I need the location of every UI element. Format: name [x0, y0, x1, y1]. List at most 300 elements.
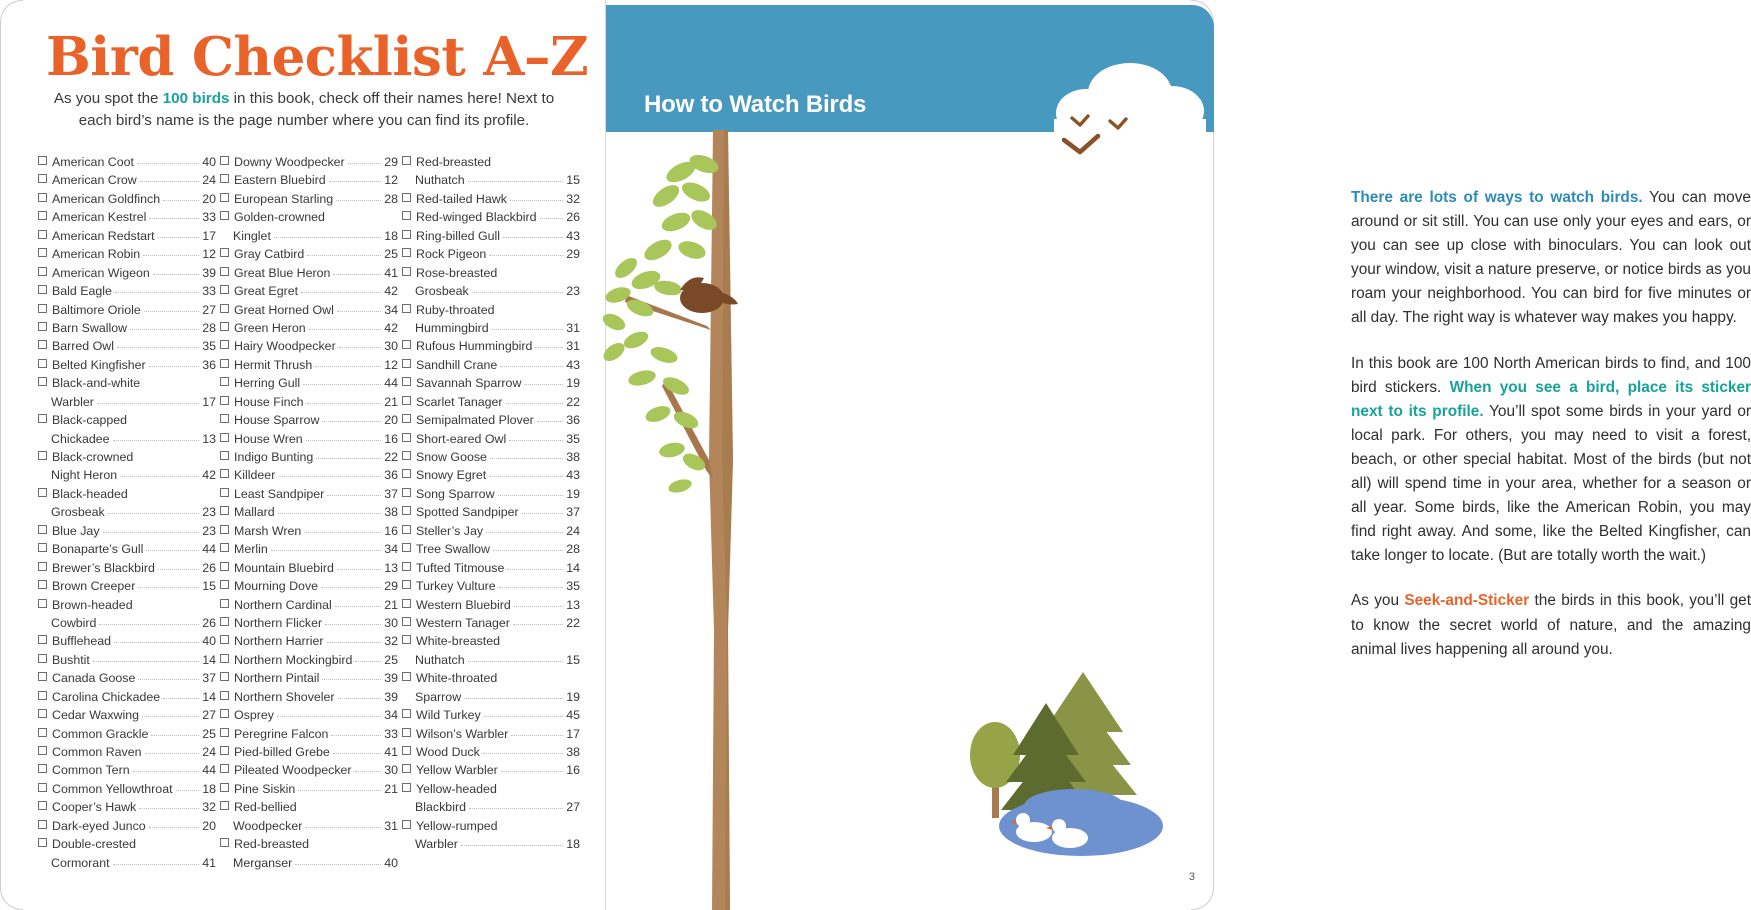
checklist-item[interactable]: [38, 745, 216, 763]
checklist-item-continuation[interactable]: [402, 690, 580, 708]
checklist-item[interactable]: [38, 690, 216, 708]
checklist-item[interactable]: [402, 708, 580, 726]
checkbox-icon[interactable]: [220, 267, 229, 276]
bird-name-continuation: Grosbeak: [415, 284, 469, 299]
bird-name: Yellow Warbler: [416, 763, 498, 778]
page-reference: 37: [384, 486, 398, 501]
checkbox-icon[interactable]: [38, 838, 47, 847]
checkbox-icon[interactable]: [220, 562, 229, 571]
checklist-item-continuation[interactable]: [38, 432, 216, 450]
page-reference: 12: [202, 247, 216, 262]
checklist-item[interactable]: [38, 727, 216, 745]
checklist-item[interactable]: [220, 745, 398, 763]
page-reference: 13: [202, 431, 216, 446]
bird-name: Mountain Bluebird: [234, 560, 334, 575]
bird-name: Western Tanager: [416, 615, 510, 630]
checklist-item[interactable]: [220, 782, 398, 800]
checklist-item-continuation[interactable]: [38, 468, 216, 486]
checklist-item[interactable]: [220, 690, 398, 708]
page-reference: 12: [384, 173, 398, 188]
checkbox-icon[interactable]: [38, 746, 47, 755]
checklist-item[interactable]: [38, 339, 216, 357]
checklist-item[interactable]: [38, 763, 216, 781]
checklist-item[interactable]: [220, 192, 398, 210]
checkbox-icon[interactable]: [220, 728, 229, 737]
checklist-item[interactable]: [38, 524, 216, 542]
checklist-column: [220, 155, 398, 874]
checkbox-icon[interactable]: [402, 156, 411, 165]
checkbox-icon[interactable]: [402, 267, 411, 276]
checklist-item-continuation[interactable]: [220, 229, 398, 247]
checkbox-icon[interactable]: [402, 820, 411, 829]
checkbox-icon[interactable]: [402, 193, 411, 202]
page-reference: 12: [384, 357, 398, 372]
checklist-item[interactable]: [402, 505, 580, 523]
checkbox-icon[interactable]: [38, 728, 47, 737]
bird-name: Dark-eyed Junco: [52, 818, 146, 833]
checkbox-icon[interactable]: [402, 304, 411, 313]
checklist-item[interactable]: [38, 450, 216, 468]
checklist-item-continuation[interactable]: [220, 856, 398, 874]
checklist-item[interactable]: [402, 413, 580, 431]
checkbox-icon[interactable]: [220, 801, 229, 810]
checkbox-icon[interactable]: [220, 414, 229, 423]
page-reference: 17: [566, 726, 580, 741]
checklist-item[interactable]: [402, 450, 580, 468]
checklist-item[interactable]: [38, 561, 216, 579]
checklist-item[interactable]: [220, 708, 398, 726]
checklist-item-continuation[interactable]: [402, 321, 580, 339]
checkbox-icon[interactable]: [402, 580, 411, 589]
checkbox-icon[interactable]: [220, 654, 229, 663]
checkbox-icon[interactable]: [38, 820, 47, 829]
checklist-item[interactable]: [402, 524, 580, 542]
bird-name: Rufous Hummingbird: [416, 339, 533, 354]
checklist-item[interactable]: [220, 634, 398, 652]
checklist-item[interactable]: [220, 358, 398, 376]
checklist-item[interactable]: [402, 395, 580, 413]
checkbox-icon[interactable]: [38, 285, 47, 294]
bird-name: Wilson’s Warbler: [416, 726, 509, 741]
checkbox-icon[interactable]: [220, 248, 229, 257]
checklist-item[interactable]: [38, 598, 216, 616]
checklist-item[interactable]: [38, 800, 216, 818]
checklist-item[interactable]: [38, 782, 216, 800]
checklist-item[interactable]: [220, 450, 398, 468]
checkbox-icon[interactable]: [38, 764, 47, 773]
checkbox-icon[interactable]: [38, 193, 47, 202]
checklist-item[interactable]: [220, 598, 398, 616]
checkbox-icon[interactable]: [220, 433, 229, 442]
checkbox-icon[interactable]: [38, 801, 47, 810]
checkbox-icon[interactable]: [38, 709, 47, 718]
bird-name-continuation: Cormorant: [51, 855, 110, 870]
checkbox-icon[interactable]: [220, 672, 229, 681]
page-reference: 15: [566, 173, 580, 188]
page-reference: 32: [384, 634, 398, 649]
checkbox-icon[interactable]: [402, 728, 411, 737]
checkbox-icon[interactable]: [220, 396, 229, 405]
bird-name: Rock Pigeon: [416, 247, 487, 262]
checklist-item[interactable]: [38, 837, 216, 855]
body-text: You can move around or sit still. You can use only your eyes and ears, or you can see up close with binoculars. You can look out your window, visit a nature preserve, or notice birds as you roam your neighborhood. You can bird for five minutes or all day. The right way is whatever way makes you happy.: [1351, 189, 1751, 327]
checklist-item[interactable]: [402, 339, 580, 357]
checkbox-icon[interactable]: [220, 599, 229, 608]
checklist-item[interactable]: [38, 376, 216, 394]
checkbox-icon[interactable]: [220, 304, 229, 313]
checklist-item[interactable]: [402, 598, 580, 616]
page-reference: 14: [202, 689, 216, 704]
checklist-item[interactable]: [220, 524, 398, 542]
checkbox-icon[interactable]: [402, 525, 411, 534]
checkbox-icon[interactable]: [402, 433, 411, 442]
checkbox-icon[interactable]: [220, 617, 229, 626]
checkbox-icon[interactable]: [402, 672, 411, 681]
checkbox-icon[interactable]: [220, 322, 229, 331]
checklist-item[interactable]: [402, 432, 580, 450]
checklist-item[interactable]: [38, 210, 216, 228]
checkbox-icon[interactable]: [38, 562, 47, 571]
checkbox-icon[interactable]: [402, 377, 411, 386]
checklist-item[interactable]: [220, 303, 398, 321]
checklist-item[interactable]: [220, 837, 398, 855]
checklist-item[interactable]: [220, 173, 398, 191]
checklist-item[interactable]: [38, 487, 216, 505]
checklist-item[interactable]: [220, 487, 398, 505]
bird-name: Eastern Bluebird: [234, 173, 326, 188]
dot-leader: [333, 753, 381, 754]
checkbox-icon[interactable]: [38, 451, 47, 460]
checklist-item[interactable]: [38, 192, 216, 210]
checkbox-icon[interactable]: [38, 156, 47, 165]
checkbox-icon[interactable]: [220, 635, 229, 644]
checklist-item[interactable]: [38, 173, 216, 191]
checkbox-icon[interactable]: [220, 469, 229, 478]
checkbox-icon[interactable]: [402, 617, 411, 626]
dot-leader: [144, 311, 199, 312]
checkbox-icon[interactable]: [38, 248, 47, 257]
checklist-item[interactable]: [402, 229, 580, 247]
checklist-item[interactable]: [402, 745, 580, 763]
checklist-item[interactable]: [38, 819, 216, 837]
bird-name: Green Heron: [234, 320, 306, 335]
checklist-item[interactable]: [402, 763, 580, 781]
bird-name: Red-breasted: [416, 155, 492, 169]
checkbox-icon[interactable]: [402, 230, 411, 239]
page-reference: 15: [202, 579, 216, 594]
checkbox-icon[interactable]: [220, 156, 229, 165]
page-reference: 39: [202, 265, 216, 280]
dot-leader: [307, 255, 381, 256]
checkbox-icon[interactable]: [220, 506, 229, 515]
dot-leader: [503, 237, 563, 238]
checklist-item[interactable]: [220, 284, 398, 302]
bird-name: House Sparrow: [234, 413, 320, 428]
checklist-item[interactable]: [220, 653, 398, 671]
dot-leader: [327, 495, 381, 496]
checklist-item[interactable]: [38, 634, 216, 652]
checklist-item[interactable]: [38, 266, 216, 284]
checkbox-icon[interactable]: [402, 340, 411, 349]
checkbox-icon[interactable]: [402, 635, 411, 644]
page-reference: 36: [384, 468, 398, 483]
checklist-item[interactable]: [402, 616, 580, 634]
checkbox-icon[interactable]: [220, 488, 229, 497]
checkbox-icon[interactable]: [402, 248, 411, 257]
dot-leader: [295, 864, 381, 865]
checklist-item-continuation[interactable]: [38, 505, 216, 523]
checklist-item[interactable]: [220, 468, 398, 486]
checklist-item[interactable]: [402, 358, 580, 376]
checkbox-icon[interactable]: [220, 764, 229, 773]
checkbox-icon[interactable]: [38, 691, 47, 700]
dot-leader: [149, 827, 200, 828]
checklist-item-continuation[interactable]: [402, 173, 580, 191]
dot-leader: [305, 827, 381, 828]
bird-name: Snow Goose: [416, 450, 487, 464]
checkbox-icon[interactable]: [220, 580, 229, 589]
checkbox-icon[interactable]: [220, 525, 229, 534]
checkbox-icon[interactable]: [402, 764, 411, 773]
checklist-item[interactable]: [220, 727, 398, 745]
checkbox-icon[interactable]: [38, 543, 47, 552]
checkbox-icon[interactable]: [402, 709, 411, 718]
checklist-item[interactable]: [220, 339, 398, 357]
checklist-item[interactable]: [38, 413, 216, 431]
checkbox-icon[interactable]: [38, 488, 47, 497]
checkbox-icon[interactable]: [220, 783, 229, 792]
checklist-item[interactable]: [402, 155, 580, 173]
dot-leader: [500, 366, 563, 367]
dot-leader: [149, 366, 200, 367]
checklist-item[interactable]: [402, 266, 580, 284]
checkbox-icon[interactable]: [38, 599, 47, 608]
checklist-item[interactable]: [402, 727, 580, 745]
dot-leader: [338, 698, 382, 699]
checklist-item[interactable]: [402, 561, 580, 579]
checkbox-icon[interactable]: [402, 746, 411, 755]
checklist-item[interactable]: [38, 303, 216, 321]
checklist-item[interactable]: [402, 247, 580, 265]
bird-name: Sandhill Crane: [416, 357, 498, 372]
page-reference: 34: [384, 542, 398, 557]
checklist-item[interactable]: [402, 634, 580, 652]
checklist-item-continuation[interactable]: [402, 800, 580, 818]
dot-leader: [513, 624, 563, 625]
checkbox-icon[interactable]: [220, 340, 229, 349]
checklist-item[interactable]: [402, 542, 580, 560]
checkbox-icon[interactable]: [402, 506, 411, 515]
page-reference: 38: [384, 505, 398, 520]
checklist-item[interactable]: [402, 782, 580, 800]
bird-name-continuation: Grosbeak: [51, 505, 105, 520]
page-reference: 32: [202, 800, 216, 815]
checkbox-icon[interactable]: [38, 414, 47, 423]
checklist-item[interactable]: [38, 671, 216, 689]
checklist-item[interactable]: [38, 542, 216, 560]
checkbox-icon[interactable]: [38, 340, 47, 349]
checkbox-icon[interactable]: [220, 359, 229, 368]
checklist-item[interactable]: [38, 155, 216, 173]
subtitle-highlight: 100 birds: [162, 90, 230, 107]
dot-leader: [506, 403, 564, 404]
checkbox-icon[interactable]: [38, 174, 47, 183]
checklist-item[interactable]: [220, 579, 398, 597]
checklist-item[interactable]: [220, 413, 398, 431]
checkbox-icon[interactable]: [38, 322, 47, 331]
page-reference: 13: [566, 597, 580, 612]
checkbox-icon[interactable]: [38, 635, 47, 644]
page-reference: 25: [202, 726, 216, 741]
checkbox-icon[interactable]: [220, 174, 229, 183]
checklist-item[interactable]: [402, 671, 580, 689]
checklist-item[interactable]: [402, 303, 580, 321]
checklist-item-continuation[interactable]: [402, 284, 580, 302]
checklist-item[interactable]: [220, 376, 398, 394]
page-reference: 15: [566, 652, 580, 667]
checklist-item[interactable]: [220, 561, 398, 579]
checklist-item[interactable]: [220, 505, 398, 523]
checkbox-icon[interactable]: [38, 230, 47, 239]
checkbox-icon[interactable]: [220, 451, 229, 460]
checklist-item[interactable]: [220, 321, 398, 339]
checkbox-icon[interactable]: [402, 783, 411, 792]
checklist-item[interactable]: [38, 579, 216, 597]
page-reference: 31: [384, 818, 398, 833]
checklist-item[interactable]: [220, 210, 398, 228]
checklist-item[interactable]: [220, 247, 398, 265]
checkbox-icon[interactable]: [402, 543, 411, 552]
checkbox-icon[interactable]: [402, 414, 411, 423]
checklist-item[interactable]: [402, 487, 580, 505]
checkbox-icon[interactable]: [38, 525, 47, 534]
checkbox-icon[interactable]: [220, 691, 229, 700]
bird-name: House Finch: [234, 394, 304, 409]
bird-name: Common Raven: [52, 745, 142, 759]
checklist-item-continuation[interactable]: [38, 395, 216, 413]
checkbox-icon[interactable]: [402, 562, 411, 571]
page-subtitle: [42, 88, 566, 132]
dot-leader: [337, 311, 381, 312]
checklist-item-continuation[interactable]: [38, 856, 216, 874]
dot-leader: [274, 237, 381, 238]
page-reference: 24: [202, 173, 216, 188]
page-reference: 16: [566, 763, 580, 778]
page-reference: 16: [384, 431, 398, 446]
checklist-item[interactable]: [38, 229, 216, 247]
checkbox-icon[interactable]: [402, 599, 411, 608]
checklist-item[interactable]: [402, 819, 580, 837]
checkbox-icon[interactable]: [220, 193, 229, 202]
checkbox-icon[interactable]: [220, 285, 229, 294]
page-reference: 26: [202, 560, 216, 575]
dot-leader: [327, 642, 382, 643]
checklist-item[interactable]: [402, 210, 580, 228]
checklist-column: [402, 155, 580, 874]
checkbox-icon[interactable]: [402, 211, 411, 220]
page-reference: 34: [384, 708, 398, 723]
checkbox-icon[interactable]: [402, 451, 411, 460]
checklist-item-continuation[interactable]: [402, 837, 580, 855]
checklist-item[interactable]: [402, 376, 580, 394]
checkbox-icon[interactable]: [402, 359, 411, 368]
checkbox-icon[interactable]: [38, 211, 47, 220]
checklist-item[interactable]: [38, 321, 216, 339]
checkbox-icon[interactable]: [402, 488, 411, 497]
checklist-item-continuation[interactable]: [220, 819, 398, 837]
page-reference: 36: [566, 413, 580, 428]
checkbox-icon[interactable]: [220, 709, 229, 718]
checkbox-icon[interactable]: [38, 672, 47, 681]
dot-leader: [151, 735, 199, 736]
checkbox-icon[interactable]: [220, 211, 229, 220]
checkbox-icon[interactable]: [38, 654, 47, 663]
checkbox-icon[interactable]: [38, 377, 47, 386]
emphasis-text: Seek-and-Sticker: [1404, 592, 1530, 610]
checkbox-icon[interactable]: [38, 580, 47, 589]
bird-name-continuation: Warbler: [51, 394, 94, 409]
dot-leader: [278, 476, 381, 477]
checklist-item-continuation[interactable]: [402, 653, 580, 671]
bird-name: Baltimore Oriole: [52, 302, 141, 317]
dot-leader: [461, 845, 563, 846]
checklist-item[interactable]: [38, 284, 216, 302]
checklist-item[interactable]: [220, 542, 398, 560]
dot-leader: [511, 735, 563, 736]
right-page: [606, 0, 1751, 910]
checklist-item[interactable]: [220, 266, 398, 284]
checklist-item[interactable]: [38, 653, 216, 671]
checkbox-icon[interactable]: [38, 267, 47, 276]
checkbox-icon[interactable]: [402, 396, 411, 405]
checklist-item[interactable]: [220, 155, 398, 173]
checklist-item[interactable]: [220, 763, 398, 781]
page-reference: 42: [384, 284, 398, 299]
checklist-item[interactable]: [220, 671, 398, 689]
checkbox-icon[interactable]: [220, 377, 229, 386]
checklist-item[interactable]: [38, 708, 216, 726]
checklist-item[interactable]: [402, 192, 580, 210]
checklist-item[interactable]: [220, 432, 398, 450]
checkbox-icon[interactable]: [220, 543, 229, 552]
bird-name: Northern Cardinal: [234, 597, 332, 612]
dot-leader: [489, 476, 563, 477]
dot-leader: [103, 532, 200, 533]
bird-name: Bald Eagle: [52, 284, 112, 299]
bird-name: Black-crowned: [52, 450, 134, 464]
bird-name: White-throated: [416, 671, 498, 686]
checkbox-icon[interactable]: [38, 359, 47, 368]
dot-leader: [97, 403, 199, 404]
checklist-item[interactable]: [38, 247, 216, 265]
checklist-item[interactable]: [220, 800, 398, 818]
checkbox-icon[interactable]: [220, 746, 229, 755]
bird-name: Black-headed: [52, 486, 128, 501]
checklist-item[interactable]: [402, 468, 580, 486]
checkbox-icon[interactable]: [402, 469, 411, 478]
checklist-item-continuation[interactable]: [38, 616, 216, 634]
checklist-item[interactable]: [220, 616, 398, 634]
checkbox-icon[interactable]: [38, 304, 47, 313]
subtitle-text-before: As you spot the: [53, 90, 163, 107]
checkbox-icon[interactable]: [220, 838, 229, 847]
bird-name: Canada Goose: [52, 671, 136, 686]
bird-name-continuation: Woodpecker: [233, 818, 303, 833]
checklist-item[interactable]: [220, 395, 398, 413]
checklist-item[interactable]: [38, 358, 216, 376]
checkbox-icon[interactable]: [38, 783, 47, 792]
checklist-item[interactable]: [402, 579, 580, 597]
